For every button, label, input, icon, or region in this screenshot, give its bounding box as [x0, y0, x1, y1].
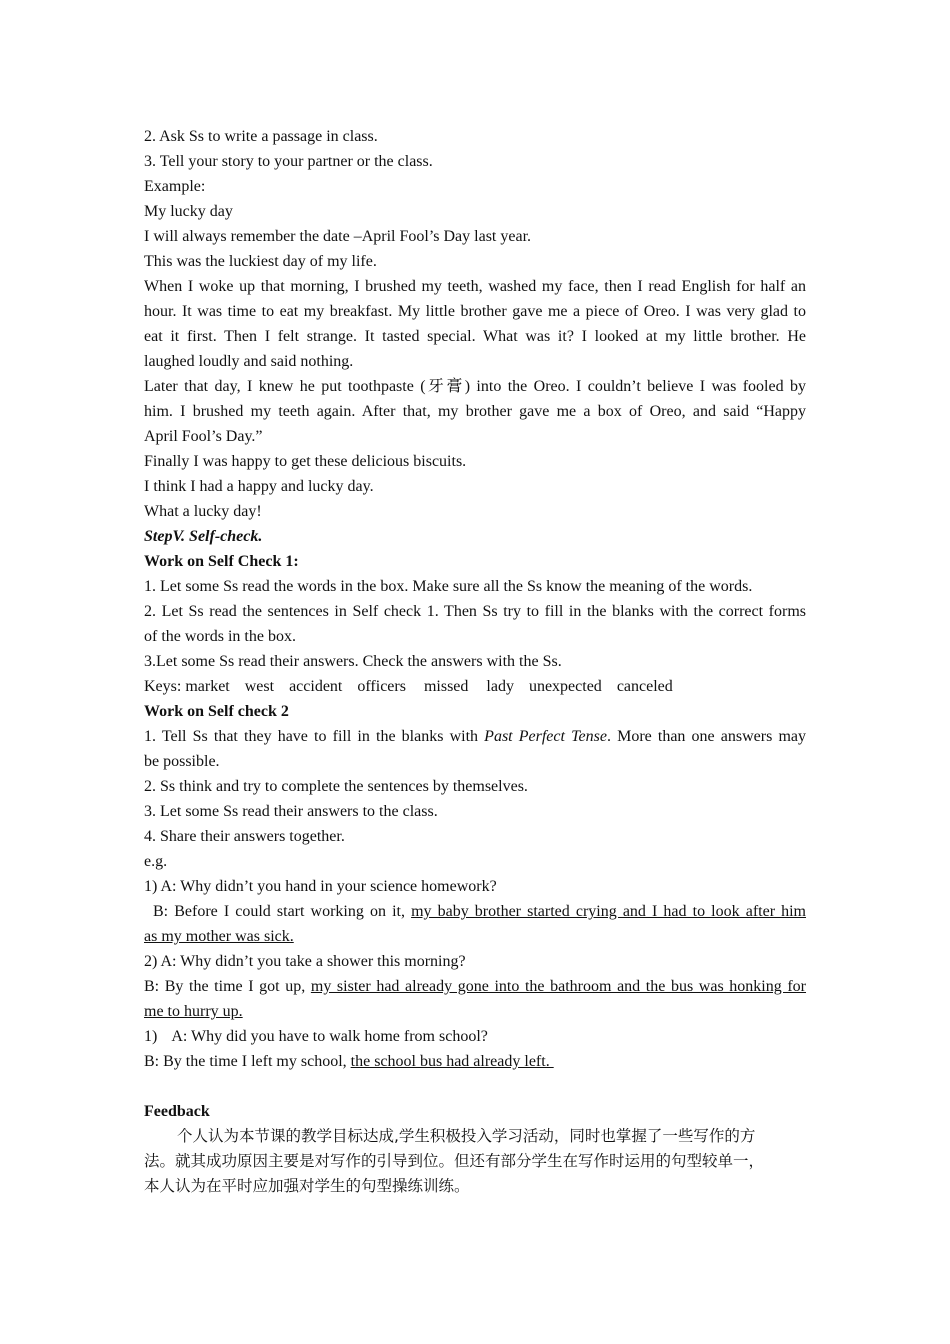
- feedback-heading: Feedback: [144, 1103, 210, 1120]
- dialogue-answer: [144, 899, 806, 924]
- paragraph-line: laughed loudly and said nothing.: [144, 353, 354, 370]
- question-number: 1): [144, 1028, 158, 1045]
- answer-keys: [144, 674, 806, 699]
- paragraph-line: hour. It was time to eat my breakfast. My little brother gave me a piece of Oreo. I was very glad to: [144, 303, 806, 320]
- key-word: market: [185, 678, 230, 695]
- example-line: Finally I was happy to get these delicious biscuits.: [144, 453, 467, 470]
- self-check-1-item-cont: of the words in the box.: [144, 628, 296, 645]
- feedback-line: 法。就其成功原因主要是对写作的引导到位。但还有部分学生在写作时运用的句型较单一，: [144, 1152, 765, 1170]
- self-check-1-heading: Work on Self Check 1:: [144, 553, 299, 570]
- step-item-3: 3. Tell your story to your partner or the class.: [144, 153, 433, 170]
- keys-label: Keys:: [144, 678, 182, 695]
- example-line: This was the luckiest day of my life.: [144, 253, 377, 270]
- self-check-1-item: 2. Let Ss read the sentences in Self check 1. Then Ss try to fill in the blanks with the correct forms: [144, 603, 806, 620]
- underlined-answer: the school bus had already left.: [350, 1053, 554, 1070]
- key-word: canceled: [616, 678, 673, 695]
- example-paragraph-1: [144, 274, 806, 374]
- eg-label: e.g.: [144, 853, 168, 870]
- paragraph-line: eat it first. Then I felt strange. It tasted special. What was it? I looked at my little brother. He: [144, 328, 806, 345]
- paragraph-line: him. I brushed my teeth again. After that, my brother gave me a box of Oreo, and said “Happy: [144, 403, 806, 420]
- underlined-answer: my sister had already gone into the bathroom and the bus was honking for: [310, 978, 807, 995]
- paragraph-line: When I woke up that morning, I brushed my teeth, washed my face, then I read English for half an: [144, 278, 806, 295]
- dialogue-question: 2) A: Why didn’t you take a shower this morning?: [144, 953, 466, 970]
- question-text: A: Why did you have to walk home from school?: [171, 1028, 488, 1045]
- dialogue-answer-cont: [144, 999, 806, 1024]
- key-word: west: [244, 678, 275, 695]
- paragraph-line: Later that day, I knew he put toothpaste (牙膏) into the Oreo. I couldn’t believe I was fooled by: [144, 378, 806, 395]
- dialogue-answer: [144, 974, 806, 999]
- self-check-2-item: [144, 724, 806, 749]
- example-label: Example:: [144, 178, 206, 195]
- self-check-1-item: 3.Let some Ss read their answers. Check the answers with the Ss.: [144, 653, 562, 670]
- paragraph-line: April Fool’s Day.”: [144, 428, 263, 445]
- answer-text: B: Before I could start working on it,: [153, 903, 412, 920]
- dialogue-answer-cont: [144, 924, 806, 949]
- self-check-2-item: 4. Share their answers together.: [144, 828, 345, 845]
- key-word: missed: [423, 678, 469, 695]
- item-text: 1. Tell Ss that they have to fill in the blanks with: [144, 728, 485, 745]
- self-check-2-item-cont: be possible.: [144, 753, 220, 770]
- self-check-2-item: 2. Ss think and try to complete the sentences by themselves.: [144, 778, 528, 795]
- answer-text: B: By the time I left my school,: [144, 1053, 351, 1070]
- feedback-line: 本人认为在平时应加强对学生的句型操练训练。: [144, 1177, 470, 1195]
- emphasis-text: Past Perfect Tense: [484, 728, 607, 745]
- key-word: officers: [357, 678, 406, 695]
- example-line: I will always remember the date –April Fool’s Day last year.: [144, 228, 532, 245]
- underlined-answer: as my mother was sick.: [144, 928, 294, 945]
- underlined-answer: my baby brother started crying and I had to look after him: [411, 903, 807, 920]
- answer-text: B: By the time I got up,: [144, 978, 311, 995]
- dialogue-question: [144, 1024, 806, 1049]
- example-line: I think I had a happy and lucky day.: [144, 478, 374, 495]
- self-check-2-heading: Work on Self check 2: [144, 703, 289, 720]
- step5-heading: StepV. Self-check.: [144, 528, 263, 545]
- step-item-2: 2. Ask Ss to write a passage in class.: [144, 128, 378, 145]
- key-word: lady: [486, 678, 514, 695]
- self-check-1-item: 1. Let some Ss read the words in the box. Make sure all the Ss know the meaning of the words.: [144, 578, 753, 595]
- underlined-answer: me to hurry up.: [144, 1003, 243, 1020]
- dialogue-answer: [144, 1049, 806, 1074]
- key-word: accident: [289, 678, 343, 695]
- example-paragraph-2: [144, 374, 806, 449]
- dialogue-question: 1) A: Why didn’t you hand in your science homework?: [144, 878, 497, 895]
- example-title: My lucky day: [144, 203, 233, 220]
- example-line: What a lucky day!: [144, 503, 262, 520]
- self-check-2-item: 3. Let some Ss read their answers to the class.: [144, 803, 438, 820]
- document-page: [144, 124, 806, 1199]
- feedback-line: 个人认为本节课的教学目标达成,学生积极投入学习活动，同时也掌握了一些写作的方: [177, 1127, 756, 1145]
- key-word: unexpected: [528, 678, 602, 695]
- item-text: . More than one answers may: [606, 728, 807, 745]
